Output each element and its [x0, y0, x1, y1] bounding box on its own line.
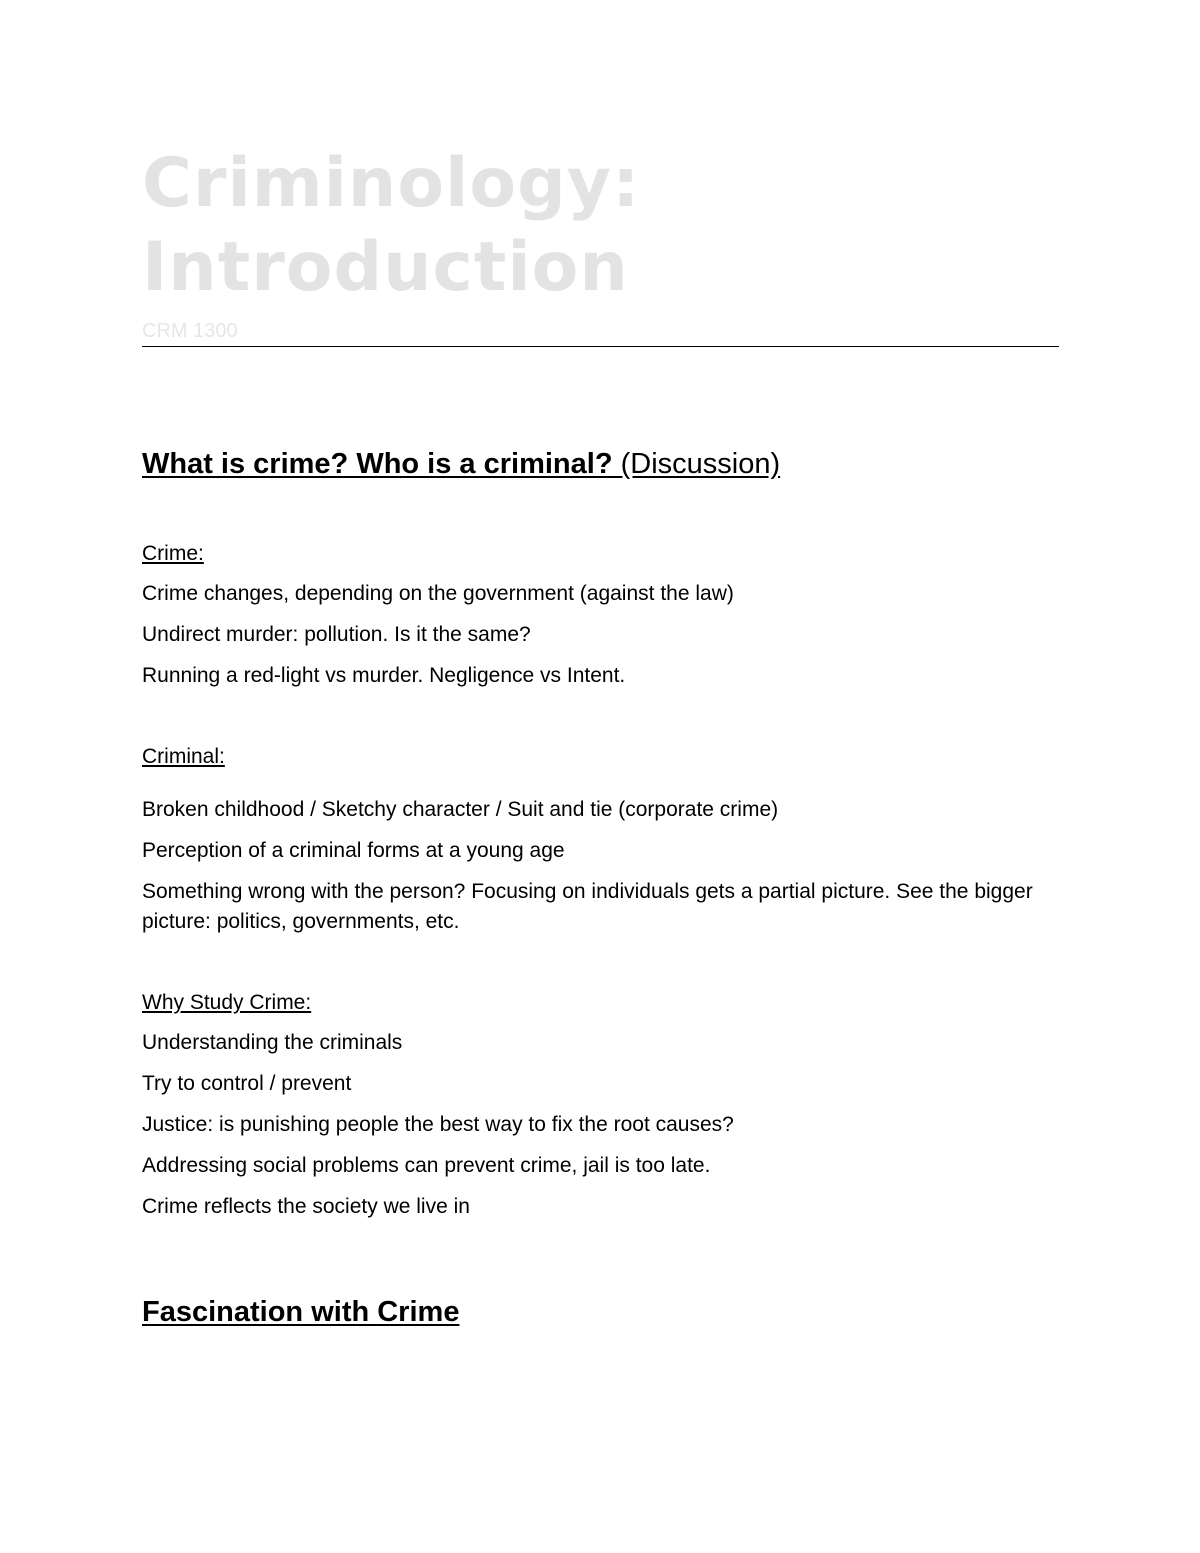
- criminal-line: Broken childhood / Sketchy character / Suit and tie (corporate crime): [142, 798, 779, 821]
- crime-line: Crime changes, depending on the government (against the law): [142, 582, 734, 605]
- document-body: [142, 446, 1062, 1330]
- document-title: [142, 142, 1062, 310]
- document-title-line-1: Criminology:: [142, 144, 641, 223]
- document-subtitle: CRM 1300: [142, 320, 238, 342]
- why-study-line: Try to control / prevent: [142, 1072, 352, 1095]
- criminal-label: Criminal:: [142, 745, 225, 768]
- why-study-line: Addressing social problems can prevent crime, jail is too late.: [142, 1154, 711, 1177]
- section-heading-bold: What is crime? Who is a criminal?: [142, 448, 613, 480]
- why-study-label: Why Study Crime:: [142, 991, 312, 1014]
- section-heading-discussion: (Discussion): [612, 448, 781, 480]
- section-heading-what-is-crime: [142, 446, 1062, 482]
- crime-line: Undirect murder: pollution. Is it the same?: [142, 623, 531, 646]
- crime-line: Running a red-light vs murder. Negligence vs Intent.: [142, 664, 626, 687]
- why-study-line: Crime reflects the society we live in: [142, 1195, 470, 1218]
- document-title-line-2: Introduction: [142, 228, 629, 307]
- why-study-line: Justice: is punishing people the best way to fix the root causes?: [142, 1113, 734, 1136]
- crime-label: Crime:: [142, 542, 204, 565]
- why-study-line: Understanding the criminals: [142, 1031, 403, 1054]
- criminal-line: Perception of a criminal forms at a young age: [142, 839, 565, 862]
- section-heading-fascination: Fascination with Crime: [142, 1296, 460, 1328]
- criminal-line: Something wrong with the person? Focusing on individuals gets a partial picture. See the bigger picture: politics, governments, etc.: [142, 880, 1033, 933]
- title-divider: [142, 346, 1059, 347]
